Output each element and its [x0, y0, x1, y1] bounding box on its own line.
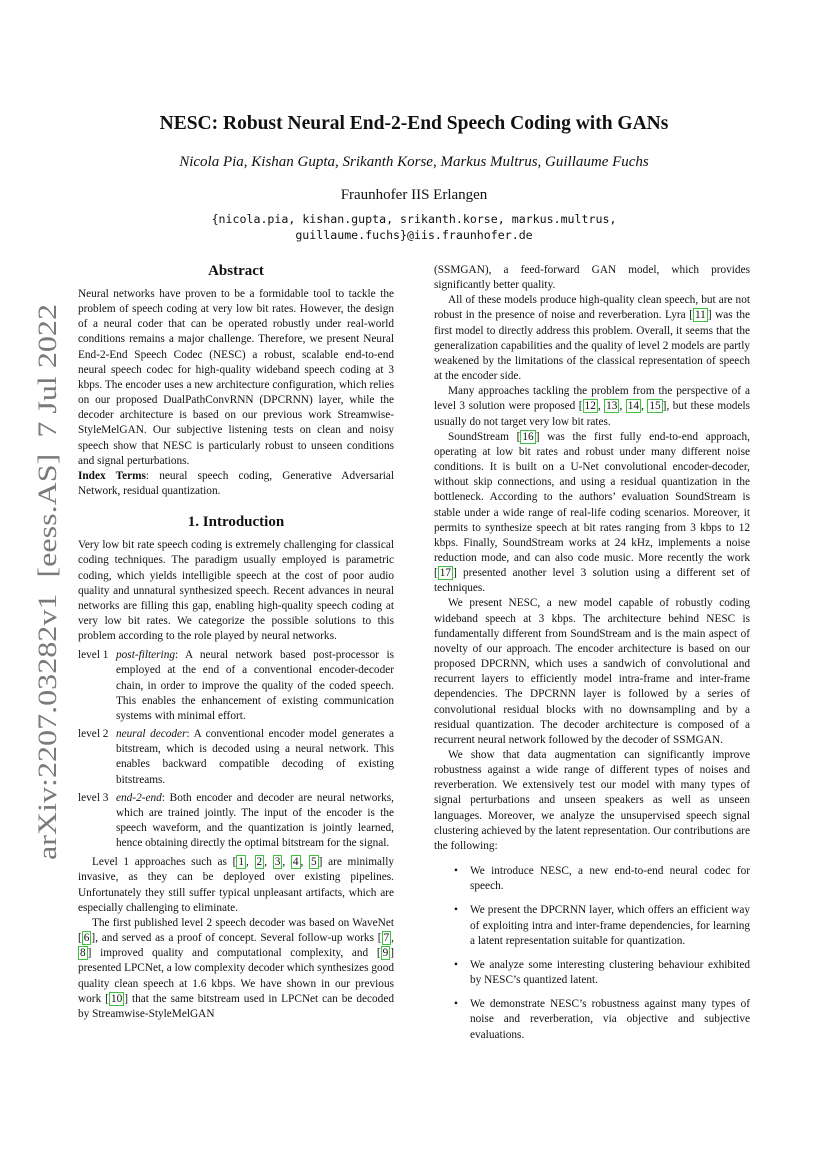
- author-emails: [150, 211, 678, 243]
- index-terms-label: Index Terms: [78, 469, 146, 482]
- citation-link[interactable]: 11: [694, 309, 706, 322]
- text-span: that the same bitstream used in LPCNet can be decoded by Streamwise-StyleMelGAN: [78, 992, 394, 1020]
- email-line-1: {nicola.pia, kishan.gupta, srikanth.korse, markus.multrus,: [211, 212, 617, 226]
- intro-paragraph-3: The first published level 2 speech decoder was based on WaveNet [ 6 ], and served as a proof of concept. Several follow-up works [ 7 , 8 ] improved quality and computational complexity, and [ 9 ] presented LPCNet, a low complexity decoder which synthesizes good quality clean speech at 1.6 kbps. We have shown in our previous work [ 10 ] that the same bitstream used in LPCNet can be decoded by Streamwise-StyleMelGAN: [78, 916, 394, 1020]
- citation-link[interactable]: 7: [383, 932, 390, 945]
- citation-link[interactable]: 8: [80, 947, 86, 960]
- abstract-body: Neural networks have proven to be a formidable tool to tackle the problem of speech coding at very low bit rates. However, the design of a neural coder that can be operated robustly under real-world conditions remains a major challenge. Therefore, we present Neural End-2-End Speech Codec (NESC) a robust, scalable end-to-end neural speech codec for high-quality wideband speech coding at 3 kbps. The encoder uses a new architecture configuration, which relies on our proposed DualPathConvRNN (DPCRNN) layer, while the decoder architecture is based on our previous work Streamwise-StyleMelGAN. Our subjective listening tests on clean and noisy speech show that NESC is particularly robust to unseen conditions and signal perturbations.: [78, 288, 394, 467]
- citation-link[interactable]: 4: [292, 856, 299, 869]
- citation-link[interactable]: 5: [311, 856, 317, 869]
- contribution-text: We introduce NESC, a new end-to-end neural codec for speech.: [470, 865, 750, 893]
- level-tag: level 1: [78, 649, 109, 662]
- level-item: [78, 791, 394, 852]
- arxiv-identifier-stamp: [14, 300, 74, 860]
- email-line-2: guillaume.fuchs}@iis.fraunhofer.de: [295, 228, 533, 242]
- abstract-heading: Abstract: [208, 263, 264, 279]
- level-description: [116, 648, 394, 724]
- citation-link[interactable]: 3: [274, 856, 281, 869]
- level-description: [116, 791, 394, 852]
- citation-link[interactable]: 9: [382, 947, 389, 960]
- right-paragraph-5: We show that data augmentation can significantly improve robustness against a wide range of different types of noises and reverberation. We extensively test our model with many types of signal perturbations and unseen speakers as well as unseen languages. Moreover, we analyze the unsupervised speech signal clustering achieved by the latent representation. Our contributions are the following:: [434, 749, 750, 852]
- text-span: was the first fully end-to-end approach, operating at low bit rates and robust under many different noise conditions. It is built on a U-Net convolutional encoder-decoder, without skip connections, and using a residual quantization in the bottleneck. According to the authors’ evaluation SoundStream is stable under a wide range of real-life coding scenarios. Moreover, it permits to synthesize speech at bit rates ranging from 3 kbps to 12 kbps. Finally, SoundStream works at 24 kHz, implements a noise reduction mode, and can also code music. More recently the work: [434, 430, 750, 564]
- bullet-icon: •: [454, 904, 458, 917]
- index-terms-text: : neural speech coding, Generative Adversarial Network, residual quantization.: [78, 469, 395, 498]
- contribution-text: We analyze some interesting clustering behaviour exhibited by NESC’s quantized latent.: [470, 958, 750, 987]
- text-span: improved quality and computational complexity, and: [91, 947, 377, 960]
- citation-link[interactable]: 15: [649, 400, 661, 413]
- arxiv-id-text: arXiv:2207.03282v1 [eess.AS] 7 Jul 2022: [32, 400, 62, 860]
- text-span: , and served as a proof of concept. Several follow-up works: [95, 932, 378, 945]
- contribution-item: [454, 864, 750, 894]
- level-item: [78, 727, 394, 788]
- right-paragraph-2: Many approaches tackling the problem from the perspective of a level 3 solution were proposed [ 12 , 13 , 14 , 15 ], but these models usually do not target very low bit rates.: [434, 385, 750, 428]
- contribution-item: [454, 997, 750, 1042]
- level-description: [116, 727, 394, 788]
- level-item: [78, 648, 394, 724]
- arxiv-stamp-svg: [14, 300, 74, 860]
- paper-title: NESC: Robust Neural End-2-End Speech Coding with GANs: [159, 113, 669, 134]
- text-span: , but these models usually do not target very low bit rates.: [434, 400, 750, 428]
- citation-link[interactable]: 16: [522, 430, 534, 443]
- author-list: Nicola Pia, Kishan Gupta, Srikanth Korse, Markus Multrus, Guillaume Fuchs: [179, 154, 649, 170]
- contribution-text: We present the DPCRNN layer, which offers an efficient way of exploiting intra and inter-frame dependencies, for learning a latent representation suitable for quantization.: [470, 904, 750, 947]
- text-span: presented another level 3 solution using a different set of techniques.: [434, 567, 750, 595]
- level-name: end-2-end: [116, 791, 162, 804]
- text-span: Level 1 approaches such as: [92, 856, 233, 869]
- level-name: post-filtering: [116, 649, 175, 662]
- text-span: presented LPCNet, a low complexity decoder which synthesizes good quality clean speech at 1.6 kbps. We have shown in our previous work: [78, 962, 394, 1005]
- text-span: SoundStream: [448, 430, 517, 443]
- citation-link[interactable]: 12: [584, 400, 596, 413]
- intro-paragraph-2: Level 1 approaches such as [ 1 , 2 , 3 , 4 , 5 ] are minimally invasive, as they can be deployed over existing pipelines. Unfortunately they still suffer typical unpleasant artifacts, which are especially challenging to eliminate.: [78, 856, 394, 914]
- level-text: : Both encoder and decoder are neural networks, which are trained jointly. The input of the encoder is the speech waveform, and the quantization is jointly learned, hence obtaining directly the optimal bitstream for the signal.: [116, 791, 394, 850]
- right-paragraph-4: We present NESC, a new model capable of robustly coding wideband speech at 3 kbps. The architecture behind NESC is fundamentally different from SoundStream and is the main aspect of novelty of our approach. The encoder architecture is based on our proposed DPCRNN, which uses a sandwich of convolutional and recurrent layers to efficiently model intra-frame and inter-frame dependencies. The DPCRNN layer is followed by a series of convolutional residual blocks with no downsampling and by a residual quantization. The decoder architecture is composed of a recurrent neural network followed by the decoder of SSMGAN.: [434, 597, 750, 746]
- citation-link[interactable]: 2: [256, 856, 263, 869]
- right-paragraph-3: SoundStream [ 16 ] was the first fully end-to-end approach, operating at low bit rates and robust under many different noise conditions. It is built on a U-Net convolutional encoder-decoder, without skip connections, and using a residual quantization in the bottleneck. According to the authors’ evaluation SoundStream is stable under a wide range of real-life coding scenarios. Moreover, it permits to synthesize speech at bit rates ranging from 3 kbps to 12 kbps. Finally, SoundStream works at 24 kHz, implements a noise reduction mode, and can also code music. More recently the work [ 17 ] presented another level 3 solution using a different set of techniques.: [434, 430, 750, 595]
- right-paragraph-1: All of these models produce high-quality clean speech, but are not robust in the presence of noise and reverberation. Lyra [ 11 ] was the first model to directly address this problem. Overall, it seems that the generalization capabilities and the quality of level 2 models are partly weakened by the limitations of the classical representation of speech at the encoder side.: [434, 294, 750, 383]
- right-column: [434, 263, 750, 1052]
- citation-link[interactable]: 1: [238, 856, 245, 869]
- level-text: : A conventional encoder model generates a bitstream, which is decoded using a neural network. This enables backward compatible decoding of existing bitstreams.: [116, 728, 395, 786]
- contribution-item: [454, 958, 750, 988]
- bullet-icon: •: [454, 998, 458, 1011]
- text-span: are minimally invasive, as they can be deployed over existing pipelines. Unfortunately they still suffer typical unpleasant artifacts, which are especially challenging to eliminate.: [78, 856, 394, 914]
- level-tag: level 3: [78, 791, 109, 804]
- contribution-text: We demonstrate NESC’s robustness against many types of noise and reverberation, via objective and subjective evaluations.: [470, 998, 750, 1041]
- bullet-icon: •: [454, 865, 458, 878]
- text-span: All of these models produce high-quality clean speech, but are not robust in the presence of noise and reverberation. Lyra: [434, 294, 750, 322]
- citation-link[interactable]: 14: [627, 400, 640, 413]
- text-span: was the first model to directly address this problem. Overall, it seems that the generalization capabilities and the quality of level 2 models are partly weakened by the limitations of the classical representation of speech at the encoder side.: [434, 309, 750, 383]
- bullet-icon: •: [454, 958, 458, 971]
- level-list: [78, 648, 394, 851]
- citation-link[interactable]: 13: [606, 400, 618, 413]
- level-name: neural decoder: [116, 728, 187, 741]
- citation-link[interactable]: 17: [439, 567, 452, 580]
- left-column: [78, 262, 394, 1022]
- text-span: The first published level 2 speech decoder was based on WaveNet: [92, 916, 394, 929]
- contribution-item: [454, 903, 750, 948]
- citation-link[interactable]: 6: [83, 932, 90, 945]
- abstract-text: [78, 287, 394, 499]
- contribution-list: [434, 864, 750, 1043]
- introduction-heading: 1. Introduction: [187, 514, 285, 531]
- level-text: : A neural network based post-processor is employed at the end of a conventional encoder-decoder chain, in order to improve the quality of the coded speech. This enables the enhancement of existing communication systems with minimal effort.: [116, 649, 394, 722]
- level-tag: level 2: [78, 728, 109, 741]
- citation-link[interactable]: 10: [110, 992, 123, 1005]
- intro-paragraph-1: Very low bit rate speech coding is extremely challenging for classical coding techniques. The paradigm usually employed is parametric coding, which yields intelligible speech at the cost of poor audio quality and unnatural synthesized speech. Recent advances in neural networks are filling this gap, enabling high-quality speech coding at very low bit rates. We categorize the possible solutions to this problem according to the role played by neural networks.: [78, 539, 394, 643]
- right-paragraph-0: (SSMGAN), a feed-forward GAN model, which provides significantly better quality.: [434, 264, 750, 292]
- affiliation: Fraunhofer IIS Erlangen: [340, 187, 488, 203]
- text-span: Many approaches tackling the problem from the perspective of a level 3 solution were proposed: [434, 385, 750, 413]
